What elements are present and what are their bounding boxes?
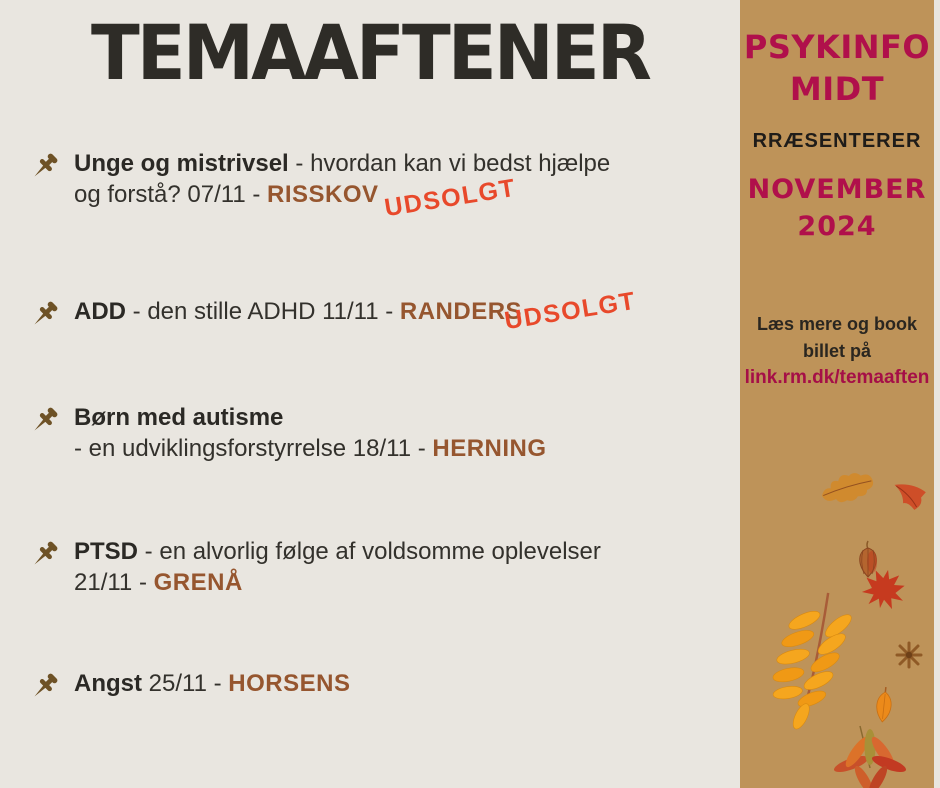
presents-label: RRÆSENTERER — [752, 130, 922, 152]
month-line1: NOVEMBER — [747, 174, 927, 205]
booking-link[interactable]: link.rm.dk/temaaften — [744, 367, 930, 388]
event-title: ADD — [74, 298, 126, 325]
event-location: RANDERS — [399, 298, 523, 325]
month-label — [740, 171, 934, 245]
event-text — [74, 536, 601, 598]
event-description: - hvordan kan vi bedst hjælpe — [288, 150, 611, 177]
event-date: 25/11 - — [142, 670, 229, 697]
event-text — [74, 668, 350, 703]
event-location: GRENÅ — [153, 569, 243, 596]
pushpin-icon — [28, 668, 62, 703]
small-red-leaf-image — [889, 480, 929, 515]
sold-out-stamp: UDSOLGT — [382, 173, 519, 223]
creeper-leaf-image — [830, 718, 910, 788]
event-text — [74, 296, 522, 331]
cta-text — [740, 311, 934, 365]
page-title: TEMAAFTENER — [90, 8, 650, 97]
event-description: - den stille ADHD 11/11 - — [126, 298, 400, 325]
event-boern-med-autisme — [28, 402, 547, 464]
event-text — [74, 402, 547, 464]
rowan-leaf-image — [765, 587, 866, 731]
event-text — [74, 148, 610, 210]
pushpin-icon — [28, 148, 62, 210]
month-line2: 2024 — [797, 211, 877, 242]
event-title: PTSD — [74, 538, 139, 565]
event-location: RISSKOV — [267, 181, 379, 208]
pushpin-icon — [28, 296, 62, 331]
event-date: og forstå? 07/11 - — [74, 181, 268, 208]
cta-line2: billet på — [802, 341, 871, 361]
pushpin-icon — [28, 402, 62, 464]
event-ptsd — [28, 536, 601, 598]
event-title: Unge og mistrivsel — [74, 150, 289, 177]
cta-line1: Læs mere og book — [756, 314, 918, 334]
event-unge-og-mistrivsel — [28, 148, 610, 210]
event-location: HORSENS — [228, 670, 351, 697]
brand-line1: PSYKINFO — [743, 28, 931, 66]
event-date: 21/11 - — [74, 569, 154, 596]
star-anise-image — [893, 640, 925, 670]
sold-out-stamp: UDSOLGT — [502, 286, 639, 336]
brand-title — [740, 26, 934, 110]
event-title: Børn med autisme — [74, 404, 284, 431]
event-add — [28, 296, 522, 331]
event-location: HERNING — [432, 435, 547, 462]
event-description: - en alvorlig følge af voldsomme oplevelser — [138, 538, 601, 565]
pushpin-icon — [28, 536, 62, 598]
brand-line2: MIDT — [789, 70, 885, 108]
event-angst — [28, 668, 350, 703]
event-title: Angst — [74, 670, 142, 697]
event-description: - en udviklingsforstyrrelse 18/11 - — [74, 435, 433, 462]
